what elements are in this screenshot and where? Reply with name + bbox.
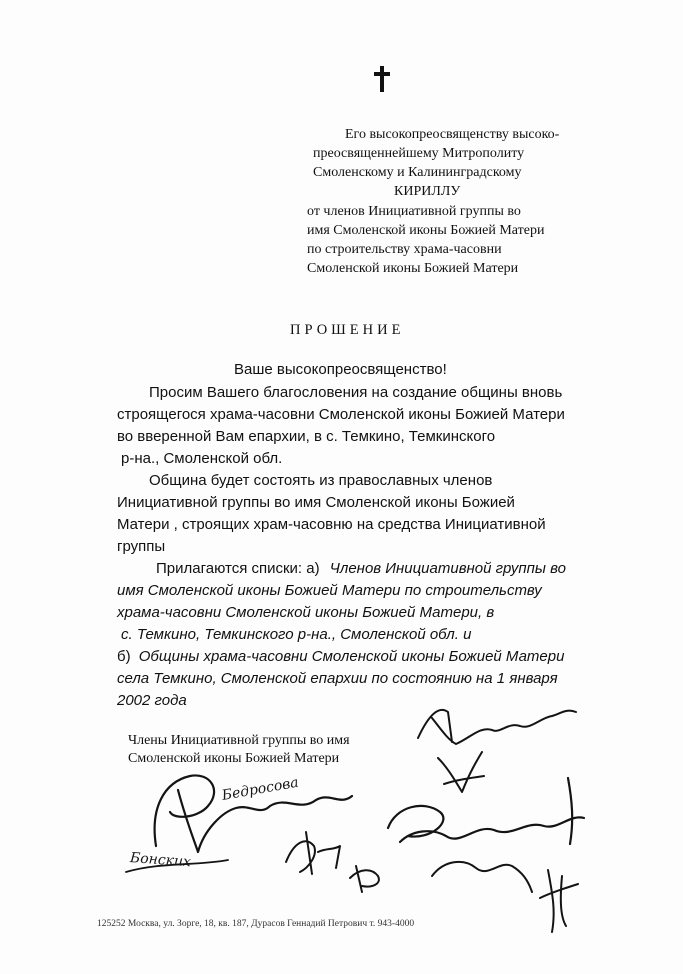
signature-bedrosova-text: Бедросова: [220, 774, 300, 804]
address-line: от членов Инициативной группы во: [307, 204, 521, 219]
paragraph-line: Инициативной группы во имя Смоленской иконы Божией: [117, 494, 515, 511]
salutation: Ваше высокопреосвященство!: [234, 361, 447, 378]
signature-label-line: Члены Инициативной группы во имя: [128, 733, 350, 748]
signature-4: [286, 832, 340, 874]
attachment-a-line: имя Смоленской иконы Божией Матери по строительству: [117, 582, 542, 599]
address-line: Смоленской иконы Божией Матери: [307, 261, 519, 276]
signature-durasov: [418, 710, 576, 744]
signature-bonskikh-text: Бонских: [129, 850, 192, 871]
attachment-b: Общины храма-часовни Смоленской иконы Божией Матери: [138, 648, 565, 665]
paragraph-line: р-на., Смоленской обл.: [121, 450, 283, 467]
footer-address: 125252 Москва, ул. Зорге, 18, кв. 187, Дурасов Геннадий Петрович т. 943-4000: [97, 919, 415, 929]
paragraph-line: группы: [117, 538, 166, 555]
paragraph-line: Матери , строящих храм-часовню на средства Инициативной: [117, 516, 546, 533]
paragraph-line: строящегося храма-часовни Смоленской иконы Божией Матери: [117, 406, 565, 423]
address-line: Смоленскому и Калининградскому: [313, 165, 522, 180]
orthodox-cross-icon: [374, 66, 390, 92]
attachment-b-prefix: б): [117, 648, 131, 665]
attachment-a: Членов Инициативной группы во: [329, 560, 566, 577]
address-line: по строительству храма-часовни: [307, 242, 502, 257]
signature-6: [432, 862, 532, 892]
paragraph-line: во вверенной Вам епархии, в с. Темкино, Темкинского: [117, 428, 496, 445]
attachment-a-line: с. Темкино, Темкинского р-на., Смоленской обл. и: [121, 626, 472, 643]
attachment-b-line: 2002 года: [117, 692, 187, 709]
attachment-b-line: [117, 648, 564, 665]
address-line: имя Смоленской иконы Божией Матери: [307, 223, 545, 238]
paragraph-line: Община будет состоять из православных членов: [149, 472, 493, 489]
attachments-line: [156, 560, 566, 577]
addressee-name: КИРИЛЛУ: [394, 184, 461, 199]
signature-8: [540, 870, 578, 932]
signature-label-line: Смоленской иконы Божией Матери: [128, 751, 340, 766]
address-line: Его высокопреосвященству высоко-: [345, 127, 560, 142]
attachment-a-line: храма-часовни Смоленской иконы Божией Матери, в: [117, 604, 495, 621]
attachments-intro: Прилагаются списки: а): [156, 560, 320, 577]
address-line: преосвященнейшему Митрополиту: [313, 146, 525, 161]
attachment-b-line: села Темкино, Смоленской епархии по состоянию на 1 января: [117, 670, 558, 687]
signature-2: [438, 752, 484, 792]
paragraph-line: Просим Вашего благословения на создание общины вновь: [149, 384, 563, 401]
signature-7: [350, 866, 379, 892]
document-title: ПРОШЕНИЕ: [290, 322, 405, 338]
